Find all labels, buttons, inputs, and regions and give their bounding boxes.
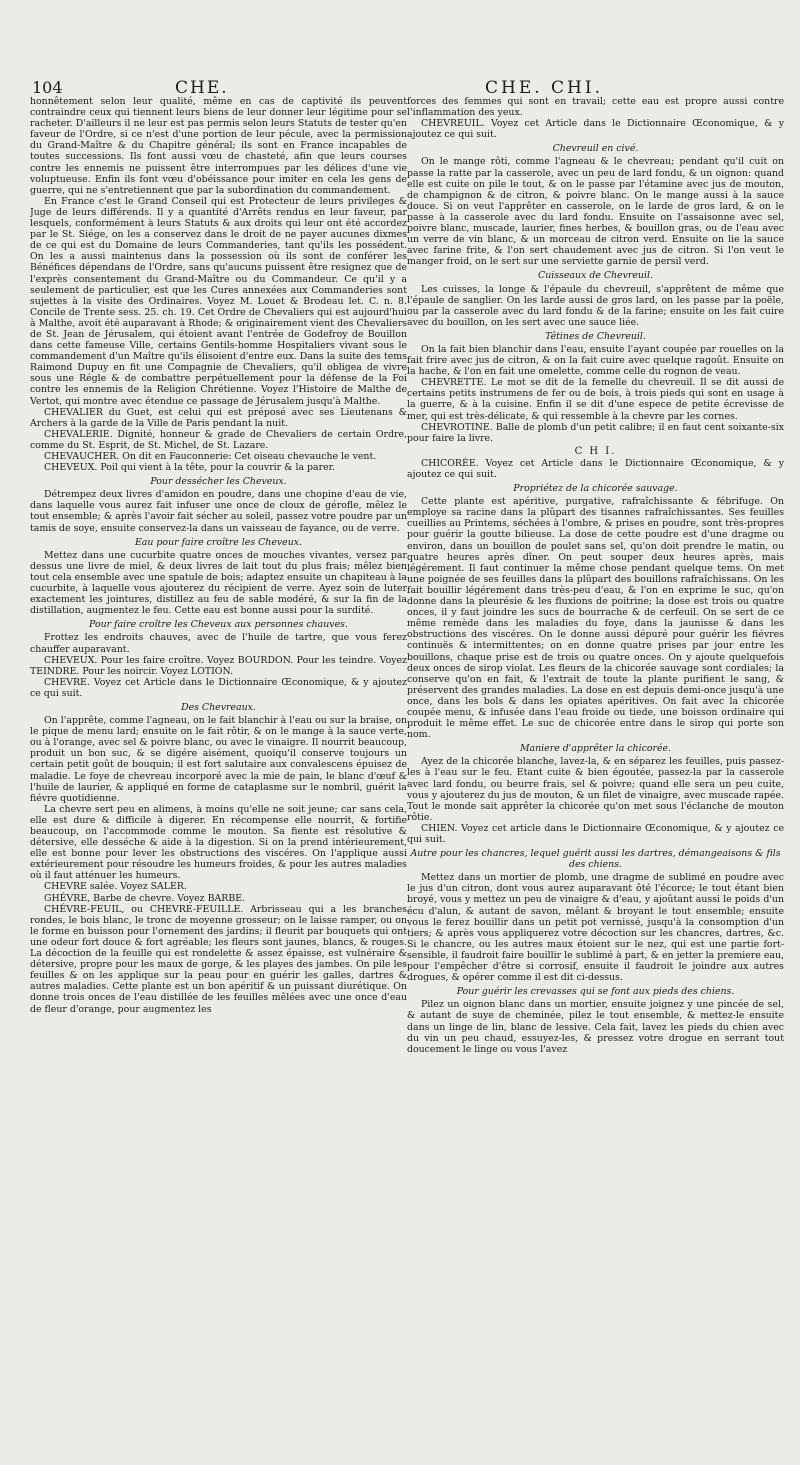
dictionary-entry: CHICORÉE. Voyez cet Article dans le Dictionnaire Œconomique, & y ajoutez ce qui suit. [407, 457, 784, 480]
section-heading: Têtines de Chevreuil. [545, 330, 646, 342]
section-heading: Pour faire croître les Cheveux aux personnes chauves. [89, 619, 348, 631]
paragraph: forces des femmes qui sont en travail; cette eau est propre aussi contre l'inflammation des yeux. [407, 96, 784, 119]
paragraph: Pilez un oignon blanc dans un mortier, ensuite joignez y une pincée de sel, & autant de suye de cheminée, pilez le tout ensemble, & mettez-le ensuite dans un linge de lin, blanc de lessive. Cela fait, lavez les pieds du chien avec du vin un peu chaud, essuyez-les, & pressez votre drogue en serrant tout doucement le linge ou vous l'avez [407, 999, 784, 1055]
section-heading: Pour guérir les crevasses qui se font aux pieds des chiens. [456, 986, 735, 998]
dictionary-entry: CHEVREUIL. Voyez cet Article dans le Dictionnaire Œconomique, & y ajoutez ce qui suit. [407, 118, 784, 141]
paragraph: La chevre sert peu en alimens, à moins qu'elle ne soit jeune; car sans cela, elle est dure & difficile à digerer. En récompense elle nourrit, & fortifie beaucoup, on l'accommode comme le mouton. Sa fiente est résolutive & détersive, elle desséche & aide à la digestion. Si on la prend intérieurement, elle est bonne pour lever les obstructions des viscéres. On l'applique aussi extérieurement pour résoudre les humeurs froides, & pour les autres maladies où il faut atténuer les humeurs. [30, 803, 407, 882]
paragraph: Frottez les endroits chauves, avec de l'huile de tartre, que vous ferez chauffer auparavant. [30, 632, 407, 655]
paragraph: Mettez dans une cucurbite quatre onces de mouches vivantes, versez par dessus une livre de miel, & deux livres de lait tout du plus frais; mêlez bien tout cela ensemble avec une spatule de bois; adaptez ensuite un chapiteau à la cucurbite, à laquelle vous ajouterez du récipient de verre. Ayez soin de luter exactement les jointures, distillez au feu de sable modéré, & sur la fin de la distillation, augmentez le feu. Cette eau est bonne aussi pour la surdité. [30, 549, 407, 617]
section-heading: Des Chevreaux. [181, 701, 256, 713]
dictionary-entry: CHIEN. Voyez cet article dans le Dictionnaire Œconomique, & y ajoutez ce qui suit. [407, 822, 784, 845]
dictionary-entry: CHÉVRE-FEUIL, ou CHEVRE-FEUILLE. Arbrisseau qui a les branches rondes, le bois blanc, le tronc de moyenne grosseur; on le laisse ramper, ou on le forme en buisson pour l'ornement des jardins; il fleurit par bouquets qui ont une odeur fort douce & fort agréable; les fleurs sont jaunes, blancs, & rouges. La décoction de la feuille qui est rondelette & assez épaisse, est vulnéraire & détersive, propre pour les maux de gorge, & les playes des jambes. On pile les feuilles & on les applique sur la peau pour en guérir les galles, dartres & autres maladies. Cette plante est un bon apéritif & un puissant diurétique. On donne trois onces de l'eau distillée de les feuilles mêlées avec une once d'eau de fleur d'orange, pour augmentez les [30, 903, 407, 1015]
section-heading: Eau pour faire croître les Cheveux. [134, 536, 303, 548]
right-text-column [407, 96, 784, 1448]
right-column-head: CHE. CHI. [485, 78, 604, 98]
dictionary-entry: CHEVROTINE. Balle de plomb d'un petit calibre; il en faut cent soixante-six pour faire la livre. [407, 421, 784, 444]
paragraph: honnêtement selon leur qualité, même en cas de captivité ils peuvent contraindre ceux qui tiennent leurs biens de leur donner leur légitime pour se racheter. D'ailleurs il ne leur est pas permis selon leurs Statuts de tester qu'en faveur de l'Ordre, si ce n'est d'une portion de leur pécule, avec la permission du Grand-Maître & du Chapitre général; ils sont en France incapables de toutes successions. Ils font aussi vœu de chasteté, afin que leurs courses contre les ennemis ne puissent être interrompues par les délices d'une vie voluptueuse. Enfin ils font vœu d'obéissance pour imiter en cela les gens de guerre, qui ne s'entretiennent que par la subordination du commandement. [30, 96, 407, 196]
section-heading: Chevreuil en civé. [552, 143, 639, 155]
letter-section-heading: C H I. [574, 445, 617, 457]
paragraph: On la fait bien blanchir dans l'eau, ensuite l'ayant coupée par rouelles on la fait frire avec jus de citron, & on la fait cuire avec quelque ragoût. Ensuite on la hache, & l'on en fait une omelette, comme celle du rognon de veau. [407, 343, 784, 378]
paragraph: Mettez dans un mortier de plomb, une dragme de sublimé en poudre avec le jus d'un citron, dont vous aurez auparavant ôté l'écorce; le tout étant bien broyé, vous y mettez un peu de vinaigre & d'eau, y ajoûtant aussi le poids d'un écu d'alun, & autant de savon, mêlant & broyant le tout ensemble; ensuite vous le ferez bouillir dans un petit pot vernissé, jusqu'à la consomption d'un tiers; & après vous appliquerez votre décoction sur les chancres, dartres, &c. Si le chancre, ou les autres maux étoient sur le nez, qui est une partie fort-sensible, il faudroit faire bouillir le sublimé à part, & en jetter la premiere eau, pour l'empêcher d'être si corrosif, ensuite il faudroit le joindre aux autres drogues, & opérer comme il est dit ci-dessus. [407, 872, 784, 984]
dictionary-entry: CHEVRE salée. Voyez SALER. [44, 881, 187, 893]
left-text-column [30, 96, 407, 1448]
dictionary-entry: CHEVEUX. Pour les faire croître. Voyez BOURDON. Pour les teindre. Voyez TEINDRE. Pour les noircir. Voyez LOTION. [30, 654, 407, 677]
paragraph: Ayez de la chicorée blanche, lavez-la, & en séparez les feuilles, puis passez-les à l'eau sur le feu. Etant cuite & bien égoutée, passez-la par la casserole avec lard fondu, ou beurre frais, sel & poivre; quand elle sera un peu cuite, vous y ajouterez du jus de mouton, & un filet de vinaigre, avec muscade rapée. Tout le monde sait apprêter la chicorée qu'on met sous l'éclanche de mouton rôtie. [407, 756, 784, 823]
paragraph: Les cuisses, la longe & l'épaule du chevreuil, s'apprêtent de même que l'épaule de sanglier. On les larde aussi de gros lard, on les passe par la poële, ou par la casserole avec du lard fondu & de la farine; ensuite on les fait cuire avec du bouillon, on les sert avec une sauce liée. [407, 283, 784, 328]
left-column-head: CHE. [175, 78, 229, 98]
dictionary-entry: GHÉVRE, Barbe de chevre. Voyez BARBE. [44, 892, 246, 904]
paragraph: On le mange rôti, comme l'agneau & le chevreau; pendant qu'il cuit on passe la ratte par la casserole, avec un peu de lard fondu, & un oignon: quand elle est cuite on pile le tout, & on le passe par l'étamine avec jus de mouton, de champignon & de citron, & poivre blanc. On le mange aussi à la sauce douce. Si on veut l'apprêter en casserole, on le larde de gros lard, & on le passe à la casserole avec du lard fondu. Ensuite on l'assaisonne avec sel, poivre blanc, muscade, laurier, fines herbes, & bouillon gras, ou de l'eau avec un verre de vin blanc, & un morceau de citron verd. Ensuite on lie la sauce avec farine frite, & l'on sert chaudement avec jus de citron. Si l'on veut le manger froid, on le sert sur une serviette garnie de persil verd. [407, 156, 784, 268]
section-heading: Maniere d'apprêter la chicorée. [519, 743, 672, 755]
section-heading: Propriétez de la chicorée sauvage. [513, 483, 678, 495]
dictionary-entry: CHEVALIER du Guet, est celui qui est préposé avec ses Lieutenans & Archers à la garde de la Ville de Paris pendant la nuit. [30, 406, 407, 429]
paragraph: En France c'est le Grand Conseil qui est Protecteur de leurs privileges & Juge de leurs différends. Il y a quantité d'Arrêts rendus en leur faveur, par lesquels, conformément à leurs Statuts & aux droits qui leur ont été accordez par le St. Siége, on les a conservez dans le droit de ne payer aucunes dixmes de ce qui est du Domaine de leurs Commanderies, tant qu'ils les possédent. On les a aussi maintenus dans la possession où ils sont de conférer les Bénéfices dépendans de l'Ordre, sans qu'aucuns puissent être resignez que de l'exprès consentement du Grand-Maître ou du Commandeur. Ce qu'il y a seulement de particulier, est que les Cures annexées aux Commanderies sont sujettes à la visite des Ordinaires. Voyez M. Louet & Brodeau let. C. n. 8. Concile de Trente sess. 25. ch. 19. Cet Ordre de Chevaliers qui est aujourd'hui à Malthe, avoit été auparavant à Rhode; & originairement vient des Chevaliers de St. Jean de Jérusalem, qui étoient avant l'entrée de Godefroy de Bouillon dans cette fameuse Ville, certains Gentils-homme Hospitaliers vivant sous le commandement d'un Maître qu'ils élisoient d'entre eux. Dans la suite des tems Raimond Dupuy en fit une Compagnie de Chevaliers, qu'il obligea de vivre sous une Régle & de combattre perpétuellement pour la défense de la Foi contre les ennemis de la Religion Chrétienne. Voyez l'Histoire de Malthe de Vertot, qui montre avec étendue ce passage de Jérusalem jusqu'à Malthe. [30, 195, 407, 407]
paragraph: Détrempez deux livres d'amidon en poudre, dans une chopine d'eau de vie, dans laquelle vous aurez fait infuser une once de cloux de gérofle, mêlez le tout ensemble; & après l'avoir fait sécher au soleil, passez votre poudre par un tamis de soye, ensuite conservez-la dans un vaisseau de fayance, ou de verre. [30, 489, 407, 534]
paragraph: Cette plante est apéritive, purgative, rafraîchissante & fébrifuge. On employe sa racine dans la plûpart des tisannes rafraîchissantes. Ses feuilles cueillies au Printems, séchées à l'ombre, & prises en poudre, sont très-propres pour guérir la goutte bilieuse. La dose de cette poudre est d'une dragme ou environ, dans un bouillon de poulet sans sel, qu'on doit prendre le matin, ou quatre heures après dîner. On peut souper deux heures après, mais légérement. Il faut continuer la même chose pendant quelque tems. On met une poignée de ses feuilles dans la plûpart des bouillons rafraîchissans. On les fait bouillir légérement dans très-peu d'eau, & l'on en exprime le suc, qu'on donne dans la pleurésie & les fluxions de poitrine; la dose est trois ou quatre onces, il y faut joindre les sucs de bourrache & de cerfeuil. On se sert de ce même remède dans les maladies du foye, dans la jaunisse & dans les obstructions des viscéres. On le donne aussi dépuré pour guérir les fiévres continuës & intermittentes; on en donne quatre prises par jour entre les bouillons, chaque prise est de trois ou quatre onces. On y ajoute quelquefois deux onces de sirop violat. Les fleurs de la chicorée sauvage sont cordiales; la conserve qu'on en fait, & l'extrait de toute la plante purifient le sang, & préservent des grandes maladies. La dose en est depuis demi-once jusqu'à une once, dans les bols & dans les opiates apéritives. On fait avec la chicorée coupée menu, & infusée dans l'eau froide ou tiede, une boisson ordinaire qui produit le même effet. Le suc de chicorée entre dans le sirop qui porte son nom. [407, 496, 784, 741]
dictionary-entry: CHEVAUCHER. On dit en Fauconnerie: Cet oiseau chevauche le vent. [44, 451, 377, 462]
dictionary-entry: CHEVEUX. Poil qui vient à la tête, pour la couvrir & la parer. [44, 462, 336, 474]
page-number: 104 [32, 78, 63, 97]
section-heading: Autre pour les chancres, lequel guérit aussi les dartres, démangeaisons & fils des chiens. [410, 848, 781, 871]
dictionary-entry: CHEVALERIE. Dignité, honneur & grade de Chevaliers de certain Ordre, comme du St. Esprit, de St. Michel, de St. Lazare. [30, 428, 407, 451]
dictionary-entry: CHEVRETTE. Le mot se dit de la femelle du chevreuil. Il se dit aussi de certains petits instrumens de fer ou de bois, à trois pieds qui sont en usage à la guerre, & à la cuisine. Enfin il se dit d'une espece de petite écrevisse de mer, qui est très-délicate, & qui ressemble à la chevre par les cornes. [407, 377, 784, 422]
section-heading: Cuisseaux de Chevreuil. [538, 270, 653, 282]
dictionary-entry: CHEVRE. Voyez cet Article dans le Dictionnaire Œconomique, & y ajoutez ce qui suit. [30, 676, 407, 699]
section-heading: Pour dessécher les Cheveux. [150, 476, 287, 488]
paragraph: On l'apprête, comme l'agneau, on le fait blanchir à l'eau ou sur la braise, on le pique de menu lard; ensuite on le fait rôtir, & on le mange à la sauce verte, ou à l'orange, avec sel & poivre blanc, ou avec le vinaigre. Il nourrit beaucoup, produit un bon suc, & se digére aisément, quoiqu'il conserve toujours un certain petit goût de bouquin; il est fort salutaire aux convalescens épuisez de maladie. Le foye de chevreau incorporé avec la mie de pain, le blanc d'œuf & l'huile de laurier, & appliqué en forme de cataplasme sur le nombril, guérit la fiévre quotidienne. [30, 715, 407, 804]
